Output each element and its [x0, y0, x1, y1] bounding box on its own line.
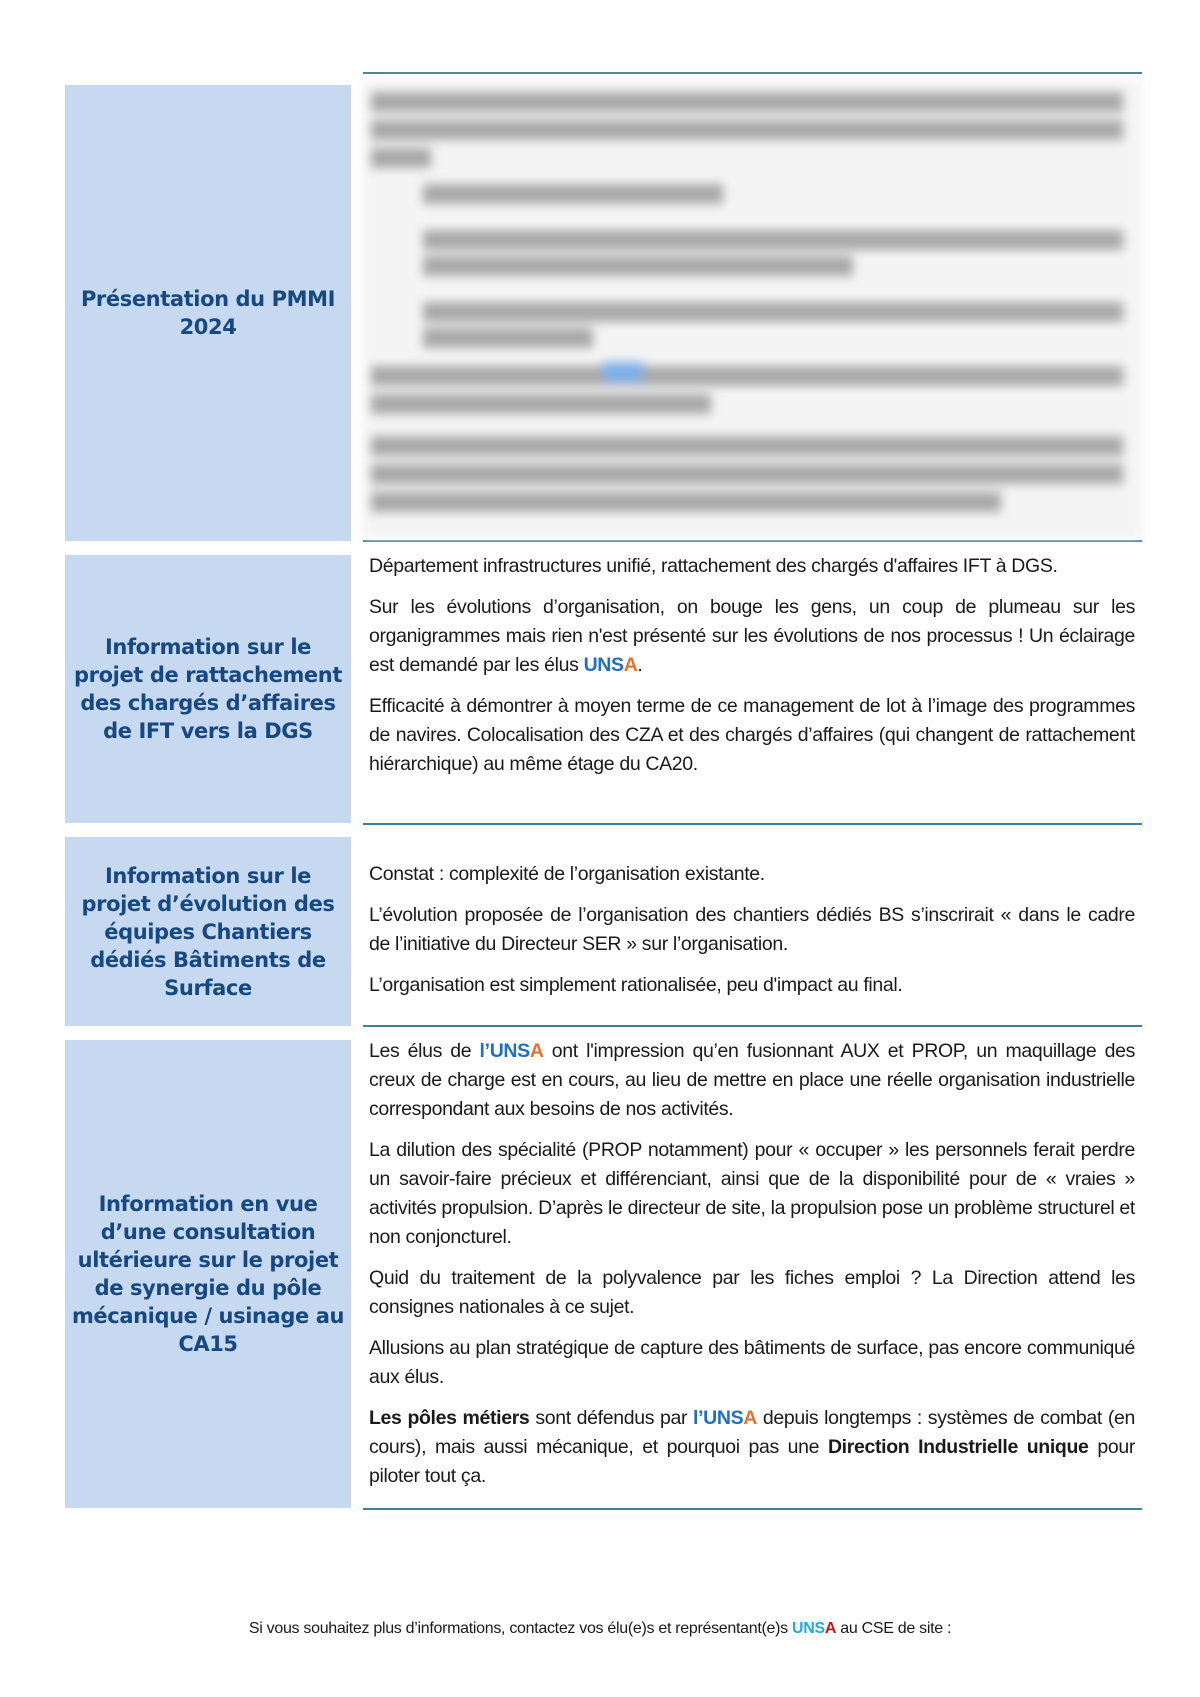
paragraph [369, 1037, 1135, 1124]
paragraph: Quid du traitement de la polyvalence par les fiches emploi ? La Direction attend les consignes nationales à ce sujet. [369, 1267, 1135, 1318]
section-heading-cell [65, 85, 351, 541]
unsa-brand-a: A [529, 1040, 544, 1062]
section-heading: Information en vue d’une consultation ultérieure sur le projet de synergie du pôle mécanique / usinage au CA15 [71, 1192, 345, 1356]
section-heading-cell [65, 555, 351, 823]
paragraph: L’évolution proposée de l’organisation des chantiers dédiés BS s’inscrirait « dans le cadre de l’initiative du Directeur SER » sur l’organisation. [369, 904, 1135, 955]
text: l’ [479, 1040, 490, 1062]
text: pour piloter tout ça. [369, 1436, 1135, 1487]
paragraph: Allusions au plan stratégique de capture des bâtiments de surface, pas encore communiqué aux élus. [369, 1337, 1135, 1388]
footer-contact [0, 1620, 1200, 1638]
redacted-content [363, 80, 1142, 538]
divider [363, 72, 1142, 74]
section-heading-cell [65, 837, 351, 1026]
unsa-brand-a: A [623, 654, 638, 676]
unsa-brand-a: A [824, 1620, 837, 1637]
unsa-brand: UNS [791, 1620, 825, 1637]
text: l’ [693, 1407, 704, 1429]
text: Si vous souhaitez plus d’informations, contactez vos élu(e)s et représentant(e)s [248, 1620, 792, 1637]
bold-text: Direction Industrielle unique [827, 1436, 1089, 1458]
section-heading: Information sur le projet d’évolution des équipes Chantiers dédiés Bâtiments de Surface [81, 863, 335, 1000]
text: au CSE de site : [836, 1620, 952, 1637]
section-heading: Présentation du PMMI 2024 [80, 287, 336, 339]
divider [363, 1025, 1142, 1027]
unsa-brand-a: A [743, 1407, 758, 1429]
paragraph [369, 593, 1135, 680]
paragraph [369, 1404, 1135, 1491]
paragraph: Constat : complexité de l’organisation existante. [369, 863, 765, 885]
text: Les élus de [369, 1040, 480, 1062]
paragraph: L’organisation est simplement rationalisée, peu d'impact au final. [369, 974, 903, 996]
text: . [637, 654, 643, 676]
paragraph: La dilution des spécialité (PROP notamment) pour « occuper » les personnels ferait perdre un savoir-faire précieux et différenciant, ainsi que de la disponibilité pour de « vraies » activités propulsion. D’après le directeur de site, la propulsion pose un problème structurel et non conjoncturel. [369, 1139, 1135, 1248]
paragraph: Département infrastructures unifié, rattachement des chargés d'affaires IFT à DGS. [369, 555, 1058, 577]
divider [363, 540, 1142, 542]
text: Sur les évolutions d’organisation, on bouge les gens, un coup de plumeau sur les organigrammes mais rien n'est présenté sur les évolutions de nos processus ! Un éclairage est demandé par les élus [369, 596, 1135, 676]
paragraph: Efficacité à démontrer à moyen terme de ce management de lot à l’image des programmes de navires. Colocalisation des CZA et des chargés d’affaires (qui changent de rattachement hiérarchique) au même étage du CA20. [369, 695, 1135, 775]
text: sont défendus par [529, 1407, 694, 1429]
section-body [369, 552, 1135, 791]
divider [363, 823, 1142, 825]
section-body [369, 860, 1135, 1012]
bold-text: Les pôles métiers [369, 1407, 530, 1429]
unsa-brand: UNS [489, 1040, 530, 1062]
unsa-brand: UNS [583, 654, 624, 676]
section-body [369, 1037, 1135, 1503]
section-heading-cell [65, 1040, 351, 1508]
divider [363, 1508, 1142, 1510]
section-heading: Information sur le projet de rattachement des chargés d’affaires de IFT vers la DGS [74, 635, 342, 743]
unsa-brand: UNS [703, 1407, 744, 1429]
text: depuis longtemps : systèmes de combat (en cours), mais aussi mécanique, et pourquoi pas une [369, 1407, 1135, 1458]
text: ont l'impression qu’en fusionnant AUX et PROP, un maquillage des creux de charge est en cours, au lieu de mettre en place une réelle organisation industrielle correspondant aux besoins de nos activités. [369, 1040, 1135, 1120]
